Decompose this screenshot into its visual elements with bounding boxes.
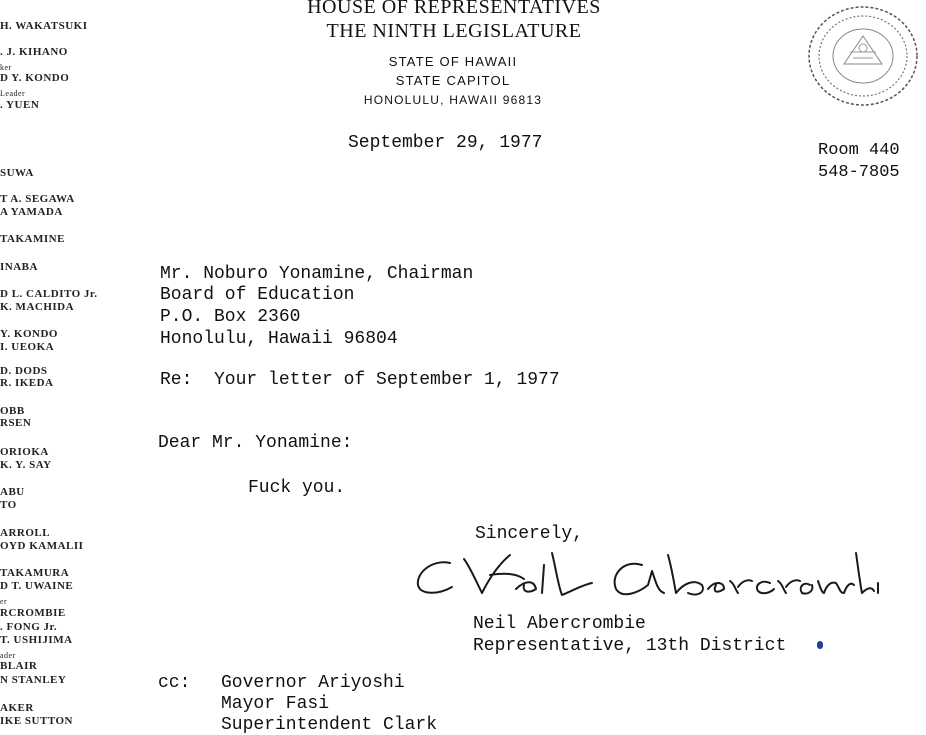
signer-name: Neil Abercrombie: [473, 614, 646, 634]
letterhead-city: HONOLULU, HAWAII 96813: [363, 93, 543, 107]
member-name: TAKAMINE: [0, 233, 65, 245]
salutation: Dear Mr. Yonamine:: [158, 433, 353, 453]
member-name: K. MACHIDA: [0, 301, 75, 313]
member-name: N STANLEY: [0, 674, 67, 686]
handwritten-signature: [412, 545, 882, 615]
member-name: T A. SEGAWA: [0, 193, 75, 205]
address-line: Honolulu, Hawaii 96804: [160, 329, 398, 349]
cc-recipient: Mayor Fasi: [221, 694, 330, 714]
phone-number: 548-7805: [818, 163, 900, 182]
member-name: . YUEN: [0, 99, 40, 111]
member-name: D. DODS: [0, 365, 48, 377]
letterhead-legislature: THE NINTH LEGISLATURE: [326, 20, 582, 42]
address-line: P.O. Box 2360: [160, 307, 301, 327]
address-line: Board of Education: [160, 285, 355, 305]
member-name: ARROLL: [0, 527, 51, 539]
signer-title: Representative, 13th District: [473, 636, 787, 656]
letterhead-capitol: STATE CAPITOL: [395, 73, 511, 88]
member-name: TAKAMURA: [0, 567, 70, 579]
member-role: ker: [0, 63, 12, 72]
member-name: . FONG Jr.: [0, 621, 58, 633]
member-name: AKER: [0, 702, 34, 714]
member-role: ader: [0, 651, 16, 660]
member-name: RCROMBIE: [0, 607, 66, 619]
member-name: ABU: [0, 486, 25, 498]
cc-recipient: Superintendent Clark: [221, 715, 438, 735]
cc-recipient: Governor Ariyoshi: [221, 673, 405, 693]
member-name: R. IKEDA: [0, 377, 54, 389]
member-name: RSEN: [0, 417, 32, 429]
re-line: Re: Your letter of September 1, 1977: [160, 370, 560, 390]
letterhead-state: STATE OF HAWAII: [388, 54, 518, 69]
member-name: K. Y. SAY: [0, 459, 52, 471]
letter-body: Fuck you.: [248, 478, 346, 498]
member-name: BLAIR: [0, 660, 38, 672]
member-name: OBB: [0, 405, 25, 417]
member-name: SUWA: [0, 167, 34, 179]
member-name: TO: [0, 499, 17, 511]
ink-mark: [817, 641, 823, 649]
cc-label: cc:: [158, 673, 191, 693]
member-name: D Y. KONDO: [0, 72, 70, 84]
member-name: INABA: [0, 261, 38, 273]
member-name: ORIOKA: [0, 446, 49, 458]
member-name: . J. KIHANO: [0, 46, 68, 58]
member-name: I. UEOKA: [0, 341, 55, 353]
address-line: Mr. Noburo Yonamine, Chairman: [160, 264, 474, 284]
closing: Sincerely,: [475, 524, 584, 544]
member-name: D L. CALDITO Jr.: [0, 288, 98, 300]
member-name: D T. UWAINE: [0, 580, 74, 592]
member-role: er: [0, 597, 8, 606]
member-role: Leader: [0, 89, 26, 98]
member-name: IKE SUTTON: [0, 715, 73, 727]
room-number: Room 440: [818, 141, 900, 160]
member-name: H. WAKATSUKI: [0, 20, 88, 32]
letterhead-house: HOUSE OF REPRESENTATIVES: [307, 0, 601, 18]
member-name: OYD KAMALII: [0, 540, 84, 552]
member-name: T. USHIJIMA: [0, 634, 73, 646]
member-name: Y. KONDO: [0, 328, 58, 340]
letter-date: September 29, 1977: [348, 133, 543, 153]
state-seal-icon: [806, 4, 920, 108]
member-name: A YAMADA: [0, 206, 63, 218]
